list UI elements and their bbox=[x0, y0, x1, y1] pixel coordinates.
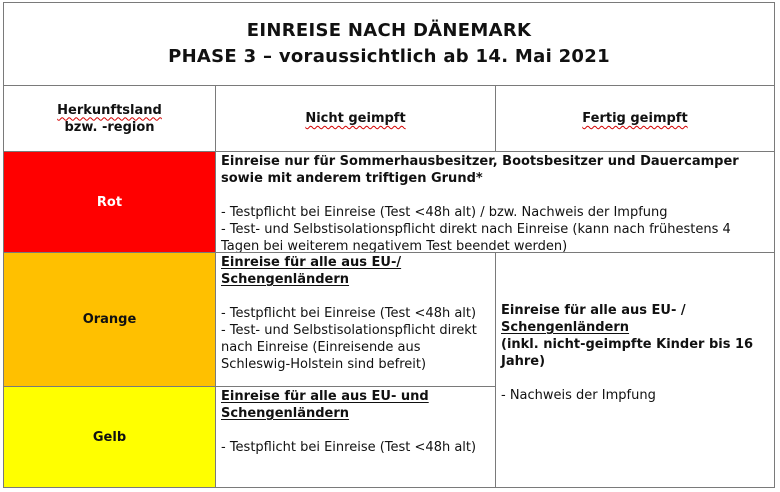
header-herkunftsland-line1: Herkunftsland bbox=[57, 102, 162, 118]
row-gelb-item-1: - Testpflicht bei Einreise (Test <48h alt) bbox=[221, 440, 477, 455]
row-orange-label-cell bbox=[3, 252, 216, 387]
row-rot-content bbox=[215, 151, 775, 253]
row-orange-content bbox=[215, 252, 496, 387]
header-fertig-geimpft bbox=[495, 85, 775, 152]
row-rot-label: Rot bbox=[96, 194, 123, 210]
geimpft-item-1: - Nachweis der Impfung bbox=[501, 388, 656, 403]
row-gelb-heading: Einreise für alle aus EU- und Schengenländern bbox=[221, 389, 429, 421]
row-rot-heading: Einreise nur für Sommerhausbesitzer, Bootsbesitzer und Dauercamper sowie mit anderem triftigen Grund* bbox=[221, 154, 739, 186]
geimpft-heading-line1: Einreise für alle aus EU- / bbox=[501, 303, 686, 318]
page-title bbox=[3, 2, 775, 86]
row-rot-label-cell bbox=[3, 151, 216, 253]
row-gelb-content bbox=[215, 386, 496, 488]
row-orange-label: Orange bbox=[82, 312, 137, 327]
header-nicht-geimpft bbox=[215, 85, 496, 152]
header-fertig-geimpft-label: Fertig geimpft bbox=[582, 111, 688, 126]
header-nicht-geimpft-label: Nicht geimpft bbox=[305, 111, 406, 126]
header-herkunftsland bbox=[3, 85, 216, 152]
header-herkunftsland-line2: bzw. -region bbox=[64, 119, 155, 135]
row-gelb-label-cell bbox=[3, 386, 216, 488]
row-rot-item-1: - Testpflicht bei Einreise (Test <48h alt) / bzw. Nachweis der Impfung bbox=[221, 205, 668, 220]
row-gelb-label: Gelb bbox=[92, 429, 127, 445]
geimpft-heading-line3: (inkl. nicht-geimpfte Kinder bis 16 Jahre) bbox=[501, 337, 754, 369]
row-rot-item-2: - Test- und Selbstisolationspflicht direkt nach Einreise (kann nach frühestens 4 Tagen bei weiterem negativem Test beendet werden) bbox=[221, 222, 731, 254]
title-line-2: PHASE 3 – voraussichtlich ab 14. Mai 2021 bbox=[168, 46, 610, 67]
row-orange-item-2: - Test- und Selbstisolationspflicht direkt nach Einreise (Einreisende aus Schleswig-Holstein sind befreit) bbox=[221, 323, 477, 372]
row-orange-heading: Einreise für alle aus EU-/ Schengenländern bbox=[221, 255, 402, 287]
title-line-1: EINREISE NACH DÄNEMARK bbox=[246, 20, 532, 41]
geimpft-content bbox=[495, 252, 775, 488]
row-orange-item-1: - Testpflicht bei Einreise (Test <48h alt) bbox=[221, 306, 477, 321]
geimpft-heading-line2: Schengenländern bbox=[501, 320, 630, 335]
